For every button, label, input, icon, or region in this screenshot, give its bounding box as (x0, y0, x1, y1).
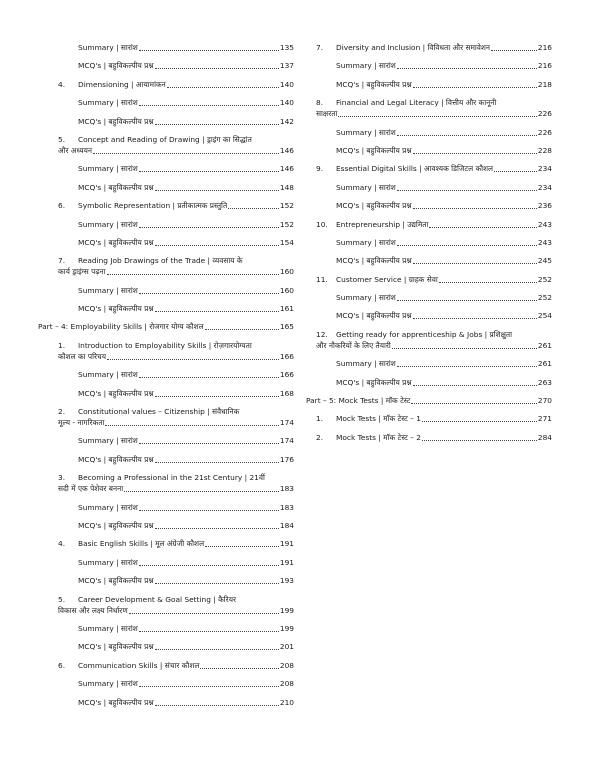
toc-entry-mcq: MCQ's | बहुविकल्पीय प्रश्न 245 (336, 256, 552, 266)
toc-chapter: 4. Dimensioning | आयामांकन 140 (58, 79, 294, 89)
toc-chapter: 11. Customer Service | ग्राहक सेवा 252 (316, 274, 552, 284)
toc-entry-summary: Summary | सारांश 191 (78, 557, 294, 567)
toc-chapter: 4. Basic English Skills | मूल अंग्रेजी कौशल 191 (58, 539, 294, 549)
toc-entry-summary: Summary | सारांश 252 (336, 293, 552, 303)
toc-chapter: 2. Mock Tests | मॉक टेस्ट – 2 284 (316, 432, 552, 442)
toc-chapter: 9. Essential Digital Skills | आवश्यक डिजिटल कौशल 234 (316, 164, 552, 174)
toc-chapter: 12. Getting ready for apprenticeship & Jobs | प्रशिक्षुता और नौकरियों के लिए तैयारी 261 (316, 329, 552, 350)
toc-entry-summary: Summary | सारांश 135 (78, 43, 294, 52)
toc-entry-summary: Summary | सारांश 216 (336, 61, 552, 71)
toc-chapter: 2. Constitutional values – Citizenship | संवैधानिक मूल्य - नागरिकता 174 (58, 407, 294, 428)
toc-chapter: 7. Reading Job Drawings of the Trade | व्यवसाय के कार्य ड्राइंग्स पढ़ना 160 (58, 256, 294, 277)
toc-chapter: 5. Career Development & Goal Setting | कैरियर विकास और लक्ष्य निर्धारण 199 (58, 594, 294, 615)
toc-entry-summary: Summary | सारांश 152 (78, 219, 294, 229)
toc-entry-summary: Summary | सारांश 183 (78, 502, 294, 512)
toc-chapter: 1. Introduction to Employability Skills | रोज़गारयोग्यता कौशल का परिचय 166 (58, 340, 294, 361)
toc-left-column (38, 42, 294, 715)
toc-entry-mcq: MCQ's | बहुविकल्पीय प्रश्न 210 (78, 697, 294, 707)
toc-entry-mcq: MCQ's | बहुविकल्पीय प्रश्न 176 (78, 454, 294, 464)
toc-chapter: 10. Entrepreneurship | उद्यमिता 243 (316, 219, 552, 229)
toc-entry-mcq: MCQ's | बहुविकल्पीय प्रश्न 201 (78, 642, 294, 652)
toc-entry-summary: Summary | सारांश 140 (78, 98, 294, 108)
toc-entry-summary: Summary | सारांश 146 (78, 164, 294, 174)
toc-entry-mcq: MCQ's | बहुविकल्पीय प्रश्न 218 (336, 79, 552, 89)
toc-entry-summary: Summary | सारांश 234 (336, 182, 552, 192)
toc-entry-mcq: MCQ's | बहुविकल्पीय प्रश्न 148 (78, 182, 294, 192)
toc-part-heading: Part – 5: Mock Tests | मॉक टेस्ट 270 (306, 396, 552, 406)
toc-entry-summary: Summary | सारांश 199 (78, 623, 294, 633)
toc-chapter: 6. Symbolic Representation | प्रतीकात्मक प्रस्तुति 152 (58, 201, 294, 211)
toc-entry-mcq: MCQ's | बहुविकल्पीय प्रश्न 254 (336, 311, 552, 321)
toc-part-heading: Part – 4: Employability Skills | रोजगार योग्य कौशल 165 (38, 322, 294, 332)
toc-entry-mcq: MCQ's | बहुविकल्पीय प्रश्न 142 (78, 116, 294, 126)
toc-chapter: 7. Diversity and Inclusion | विविधता और समावेशन 216 (316, 43, 552, 52)
toc-entry-mcq: MCQ's | बहुविकल्पीय प्रश्न 236 (336, 201, 552, 211)
toc-entry-mcq: MCQ's | बहुविकल्पीय प्रश्न 193 (78, 576, 294, 586)
toc-entry-mcq: MCQ's | बहुविकल्पीय प्रश्न 184 (78, 520, 294, 530)
toc-chapter: 5. Concept and Reading of Drawing | ड्राइंग का सिद्धांत और अध्ययन 146 (58, 134, 294, 155)
toc-entry-mcq: MCQ's | बहुविकल्पीय प्रश्न 154 (78, 237, 294, 247)
toc-entry-summary: Summary | सारांश 226 (336, 127, 552, 137)
toc-entry-summary: Summary | सारांश 208 (78, 679, 294, 689)
toc-entry-mcq: MCQ's | बहुविकल्पीय प्रश्न 263 (336, 377, 552, 387)
toc-entry-summary: Summary | सारांश 160 (78, 285, 294, 295)
toc-chapter: 1. Mock Tests | मॉक टेस्ट – 1 271 (316, 414, 552, 424)
toc-chapter: 6. Communication Skills | संचार कौशल 208 (58, 660, 294, 670)
toc-chapter: 8. Financial and Legal Literacy | वित्तीय और कानूनी साक्षरता 226 (316, 98, 552, 119)
toc-entry-mcq: MCQ's | बहुविकल्पीय प्रश्न 137 (78, 61, 294, 71)
toc-right-column (306, 42, 552, 450)
toc-entry-mcq: MCQ's | बहुविकल्पीय प्रश्न 161 (78, 304, 294, 314)
toc-entry-summary: Summary | सारांश 243 (336, 237, 552, 247)
toc-entry-summary: Summary | सारांश 174 (78, 436, 294, 446)
toc-entry-mcq: MCQ's | बहुविकल्पीय प्रश्न 168 (78, 388, 294, 398)
toc-entry-summary: Summary | सारांश 166 (78, 370, 294, 380)
toc-entry-mcq: MCQ's | बहुविकल्पीय प्रश्न 228 (336, 145, 552, 155)
toc-entry-summary: Summary | सारांश 261 (336, 359, 552, 369)
toc-chapter: 3. Becoming a Professional in the 21st Century | 21वीं सदी में एक पेशेवर बनना 183 (58, 473, 294, 494)
